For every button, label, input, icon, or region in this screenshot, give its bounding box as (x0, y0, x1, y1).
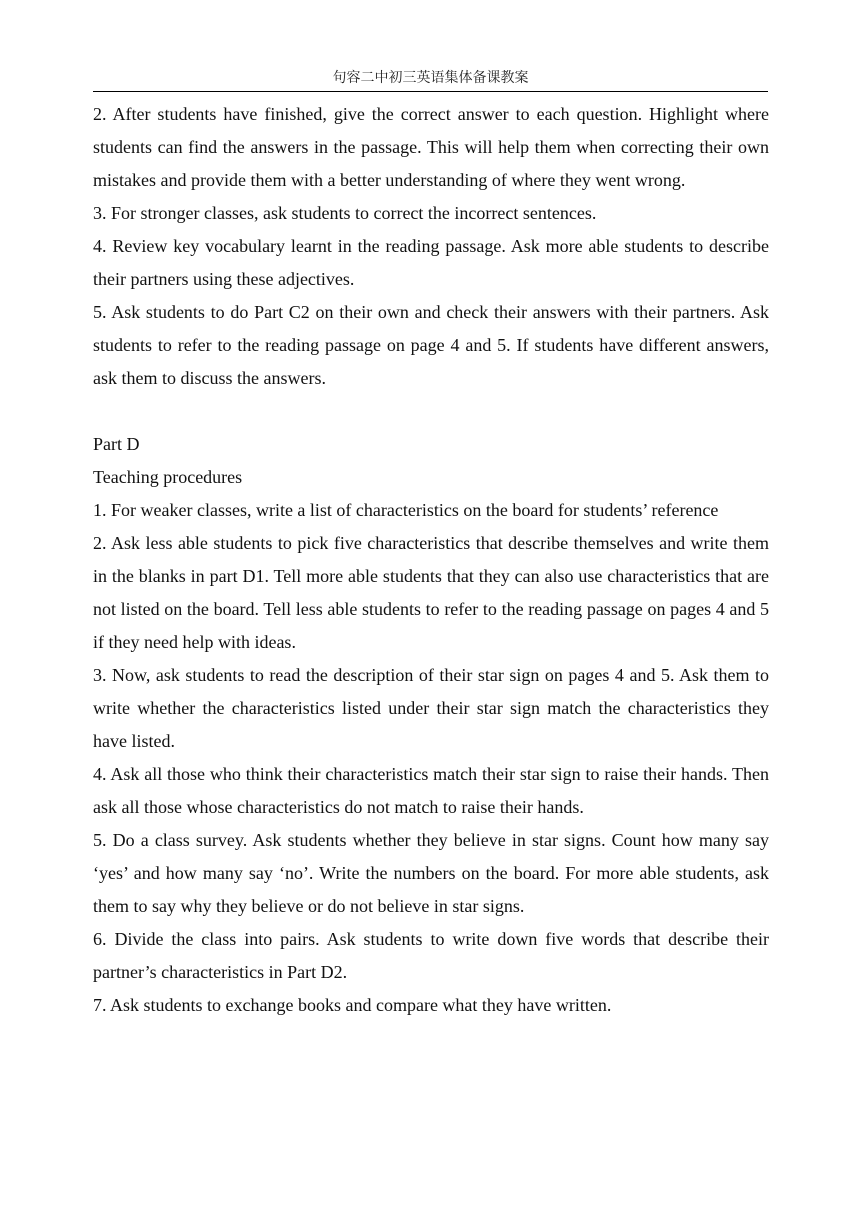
procedure-step-7: 7. Ask students to exchange books and compare what they have written. (93, 995, 612, 1015)
procedure-step-3: 3. Now, ask students to read the description of their star sign on pages 4 and 5. Ask them to write whether the characteristics listed under their star sign match the characteristics they have listed. (93, 665, 769, 751)
procedure-step-2: 2. Ask less able students to pick five characteristics that describe themselves and write them in the blanks in part D1. Tell more able students that they can also use characteristics that are not listed on the board. Tell less able students to refer to the reading passage on pages 4 and 5 if they need help with ideas. (93, 533, 769, 652)
section-subtitle: Teaching procedures (93, 467, 243, 487)
blank-line (93, 395, 769, 428)
header-divider (93, 91, 768, 92)
procedure-step-4: 4. Ask all those who think their characteristics match their star sign to raise their hands. Then ask all those whose characteristics do not match to raise their hands. (93, 764, 769, 817)
page-header-title: 句容二中初三英语集体备课教案 (332, 71, 529, 86)
paragraph-step-2: 2. After students have finished, give the correct answer to each question. Highlight where students can find the answers in the passage. This will help them when correcting their own mistakes and provide them with a better understanding of where they went wrong. (93, 104, 769, 190)
procedure-step-6: 6. Divide the class into pairs. Ask students to write down five words that describe their partner’s characteristics in Part D2. (93, 929, 769, 982)
document-body (93, 98, 769, 1022)
procedure-step-1: 1. For weaker classes, write a list of characteristics on the board for students’ reference (93, 500, 719, 520)
procedure-step-5: 5. Do a class survey. Ask students whether they believe in star signs. Count how many say ‘yes’ and how many say ‘no’. Write the numbers on the board. For more able students, ask them to say why they believe or do not believe in star signs. (93, 830, 769, 916)
paragraph-step-3: 3. For stronger classes, ask students to correct the incorrect sentences. (93, 203, 597, 223)
section-title: Part D (93, 434, 140, 454)
paragraph-step-5: 5. Ask students to do Part C2 on their own and check their answers with their partners. Ask students to refer to the reading passage on page 4 and 5. If students have different answers, ask them to discuss the answers. (93, 302, 769, 388)
paragraph-step-4: 4. Review key vocabulary learnt in the reading passage. Ask more able students to describe their partners using these adjectives. (93, 236, 769, 289)
